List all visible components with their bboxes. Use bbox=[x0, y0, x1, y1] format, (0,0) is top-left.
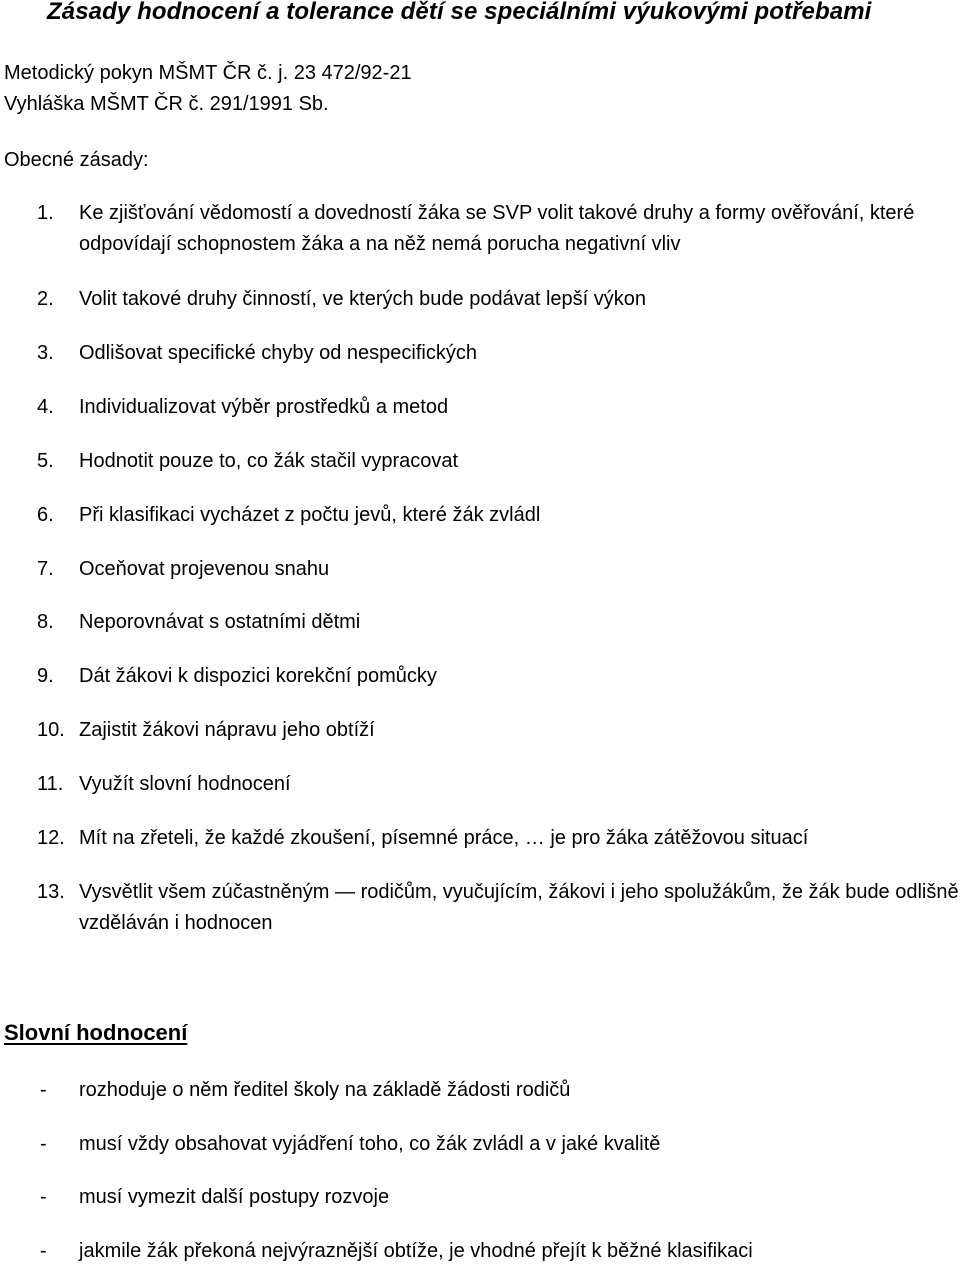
item-number: 3. bbox=[37, 342, 54, 364]
item-text: Dát žákovi k dispozici korekční pomůcky bbox=[79, 665, 437, 687]
item-text: Při klasifikaci vycházet z počtu jevů, které žák zvládl bbox=[79, 504, 541, 526]
bullet-dash: - bbox=[40, 1186, 47, 1208]
item-number: 12. bbox=[37, 827, 65, 849]
item-number: 8. bbox=[37, 611, 54, 633]
item-text: Volit takové druhy činností, ve kterých bude podávat lepší výkon bbox=[79, 288, 646, 310]
item-number: 5. bbox=[37, 450, 54, 472]
item-number: 6. bbox=[37, 504, 54, 526]
bullet-text: jakmile žák překoná nejvýraznější obtíže, je vhodné přejít k běžné klasifikaci bbox=[79, 1240, 753, 1262]
general-principles-heading: Obecné zásady: bbox=[4, 149, 149, 171]
bullet-dash: - bbox=[40, 1079, 47, 1101]
item-number: 11. bbox=[37, 773, 64, 795]
document-title: Zásady hodnocení a tolerance dětí se speciálními výukovými potřebami bbox=[47, 0, 872, 25]
item-text: Hodnotit pouze to, co žák stačil vypracovat bbox=[79, 450, 459, 472]
item-text: Mít na zřeteli, že každé zkoušení, písemné práce, … je pro žáka zátěžovou situací bbox=[79, 827, 809, 849]
bullet-text: musí vždy obsahovat vyjádření toho, co žák zvládl a v jaké kvalitě bbox=[79, 1133, 661, 1155]
item-text: Ke zjišťování vědomostí a dovedností žáka se SVP volit takové druhy a formy ověřování, které odpovídají schopnostem žáka a na něž nemá porucha negativní vliv bbox=[79, 202, 915, 255]
item-number: 2. bbox=[37, 288, 54, 310]
item-text: Vysvětlit všem zúčastněným — rodičům, vyučujícím, žákovi i jeho spolužákům, že žák bude odlišně vzděláván i hodnocen bbox=[79, 881, 959, 934]
bullet-dash: - bbox=[40, 1133, 47, 1155]
item-number: 1. bbox=[37, 202, 54, 224]
item-text: Neporovnávat s ostatními dětmi bbox=[79, 611, 361, 633]
bullet-text: rozhoduje o něm ředitel školy na základě žádosti rodičů bbox=[79, 1079, 571, 1101]
item-number: 10. bbox=[37, 719, 65, 741]
item-text: Odlišovat specifické chyby od nespecifických bbox=[79, 342, 477, 364]
section-heading: Slovní hodnocení bbox=[4, 1020, 188, 1045]
item-number: 4. bbox=[37, 396, 54, 418]
bullet-text: musí vymezit další postupy rozvoje bbox=[79, 1186, 390, 1208]
item-text: Využít slovní hodnocení bbox=[79, 773, 291, 795]
item-text: Individualizovat výběr prostředků a metod bbox=[79, 396, 449, 418]
reference-line: Metodický pokyn MŠMT ČR č. j. 23 472/92-21 bbox=[4, 62, 412, 84]
item-text: Oceňovat projevenou snahu bbox=[79, 558, 330, 580]
item-number: 7. bbox=[37, 558, 54, 580]
item-text: Zajistit žákovi nápravu jeho obtíží bbox=[79, 719, 375, 741]
bullet-dash: - bbox=[40, 1240, 47, 1262]
reference-line: Vyhláška MŠMT ČR č. 291/1991 Sb. bbox=[4, 93, 329, 115]
item-number: 9. bbox=[37, 665, 54, 687]
item-number: 13. bbox=[37, 881, 65, 903]
